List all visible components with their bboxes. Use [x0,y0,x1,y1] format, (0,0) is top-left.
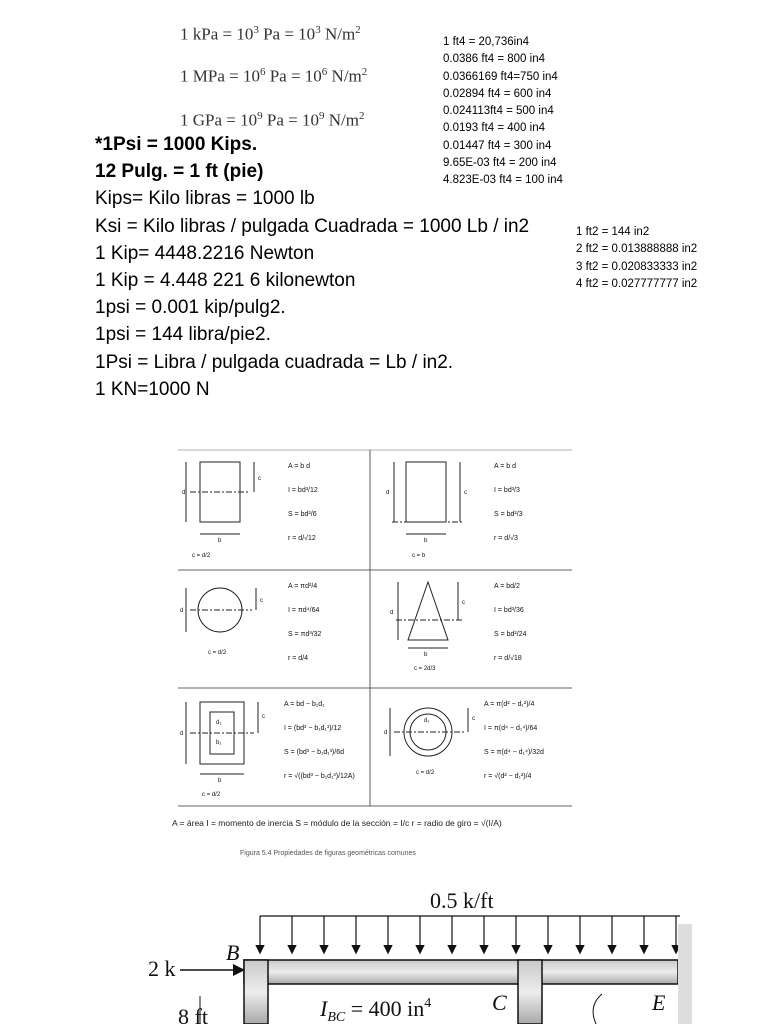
cell1-c-label: c = d/2 [192,553,211,559]
section-formula: I = πd⁴/64 [288,607,320,614]
cell1-formulas [288,463,318,542]
svg-text:d: d [386,490,390,496]
svg-text:c: c [262,714,265,720]
svg-text:c: c [464,490,467,496]
hollow-circle-section-icon [390,708,468,756]
svg-text:d: d [180,731,184,737]
section-formula: r = √((bd³ − b₁d₁³)/12A) [284,773,355,780]
load-label: 0.5 k/ft [430,888,494,913]
section-formula: A = b d [288,463,310,470]
unit-note-line: 12 Pulg. = 1 ft (pie) [95,161,264,183]
distributed-load-arrows [260,916,676,952]
svg-text:c: c [260,598,263,604]
section-formula: A = bd − b₁d₁ [284,701,325,708]
section-formula: r = d/√18 [494,655,522,662]
hollow-rectangle-section-icon [186,702,258,774]
node-c-label: C [492,990,507,1015]
svg-text:c = 2d/3: c = 2d/3 [414,666,436,672]
svg-text:b₁: b₁ [216,740,222,746]
section-formula: r = √(d² − d₁²)/4 [484,773,532,780]
svg-text:c = b: c = b [412,553,426,559]
ft4-conversion-item: 0.02894 ft4 = 600 in4 [443,87,552,100]
ft4-conversion-item: 4.823E-03 ft4 = 100 in4 [443,174,563,187]
section-formula: r = d/4 [288,655,309,662]
svg-text:d: d [182,490,186,496]
section-formula: I = bd³/12 [288,487,318,494]
section-formula: A = π(d² − d₁²)/4 [484,701,535,708]
wall-e [678,924,692,1024]
beam-bc [244,960,678,984]
ft4-conversion-item: 0.0193 ft4 = 400 in4 [443,122,545,135]
svg-text:c = d/2: c = d/2 [416,770,435,776]
svg-text:d: d [384,730,388,736]
unit-note-line: 1 Kip = 4.448 221 6 kilonewton [95,270,356,292]
section-formula: A = b d [494,463,516,470]
section-formula: A = bd/2 [494,583,520,590]
point-load-label: 2 k [148,956,176,981]
section-formula: S = (bd³ − b₁d₁³)/6d [284,749,344,756]
ft4-conversion-item: 0.01447 ft4 = 300 in4 [443,139,552,152]
unit-note-line: 1psi = 0.001 kip/pulg2. [95,297,286,319]
ft4-conversion-item: 0.0386 ft4 = 800 in4 [443,53,545,66]
unit-notes [95,131,529,403]
svg-text:c = d/2: c = d/2 [202,792,221,798]
circle-section-icon [186,588,256,632]
si-unit-line: 1 kPa = $10^3$ $Pa = 10^3$ $N/m^2$ [180,24,361,44]
svg-text:d₁: d₁ [424,718,430,724]
column-b [244,960,268,1024]
ft4-conversion-item: 0.024113ft4 = 500 in4 [443,105,554,118]
unit-note-line: 1Psi = Libra / pulgada cuadrada = Lb / in2. [95,351,454,373]
svg-text:b: b [424,652,428,658]
section-formula: I = π(d⁴ − d₁⁴)/64 [484,725,538,732]
rectangle-base-section-icon [392,462,462,534]
ft4-conversion-item: 9.65E-03 ft4 = 200 in4 [443,157,557,170]
si-unit-line: 1 GPa = $10^9$ $Pa = 10^9$ $N/m^2$ [180,110,365,130]
cell5-formulas [284,701,355,780]
section-formula: S = π(d⁴ − d₁⁴)/32d [484,749,544,756]
svg-text:c: c [472,716,475,722]
unit-note-line: 1 KN=1000 N [95,378,210,400]
ft2-conversion-item: 4 ft2 = 0.027777777 in2 [576,277,698,290]
svg-text:b: b [424,538,428,544]
inertia-label: $I_{BC} = 400$ $in^4$ [320,996,432,1024]
svg-text:d₁: d₁ [216,720,222,726]
unit-note-line: Kips= Kilo libras = 1000 lb [95,188,315,210]
cell2-formulas [494,463,523,542]
ft4-conversion-item: 0.0366169 ft4=750 in4 [443,70,558,83]
ft2-conversion-item: 3 ft2 = 0.020833333 in2 [576,260,698,273]
unit-note-line: Ksi = Kilo libras / pulgada Cuadrada = 1000 Lb / in2 [95,215,530,237]
unit-note-line: 1 Kip= 4448.2216 Newton [95,242,315,264]
cell4-formulas [494,583,527,662]
unit-note-line: *1Psi = 1000 Kips. [95,134,258,155]
svg-text:b: b [218,778,222,784]
ft2-conversion-item: 2 ft2 = 0.013888888 in2 [576,243,698,256]
ft4-conversion-item: 1 ft4 = 20,736in4 [443,36,530,48]
svg-text:c: c [258,476,261,482]
section-formula: r = d/√3 [494,535,518,542]
column-c [518,960,542,1024]
svg-text:c: c [462,600,465,606]
ft2-conversion-list [576,224,697,293]
node-e-label: E [652,990,666,1015]
section-formula: r = d/√12 [288,535,316,542]
cell6-formulas [484,701,544,780]
svg-text:b: b [218,538,222,544]
section-formula: I = (bd³ − b₁d₁³)/12 [284,725,342,732]
section-properties-figure [172,444,578,840]
svg-text:d: d [390,610,394,616]
frame-load-diagram [140,884,700,1024]
rectangle-section-icon [186,462,254,534]
svg-text:c = d/2: c = d/2 [208,650,227,656]
section-formula: A = πd²/4 [288,583,318,590]
section-formula: S = πd³/32 [288,631,322,638]
height-label: 8 ft [178,1004,208,1024]
node-b-label: B [226,940,240,965]
section-formula: S = bd²/24 [494,631,527,638]
section-formula: I = bd³/36 [494,607,524,614]
section-formula: S = bd²/3 [494,511,523,518]
section-formula: S = bd²/6 [288,511,317,518]
cell3-formulas [288,583,322,662]
section-formula: I = bd³/3 [494,487,520,494]
ft2-conversion-item: 1 ft2 = 144 in2 [576,226,650,238]
unit-note-line: 1psi = 144 libra/pie2. [95,324,271,346]
svg-text:d: d [180,608,184,614]
figure-legend: A = área I = momento de inercia S = módulo de la sección = I/c r = radio de giro = √(I/A) [172,818,502,828]
si-unit-line: 1 MPa = $10^6$ $Pa = 10^6$ $N/m^2$ [180,66,368,86]
figure-title: Figura 5.4 Propiedades de figuras geométricas comunes [240,850,416,857]
triangle-section-icon [396,582,462,648]
